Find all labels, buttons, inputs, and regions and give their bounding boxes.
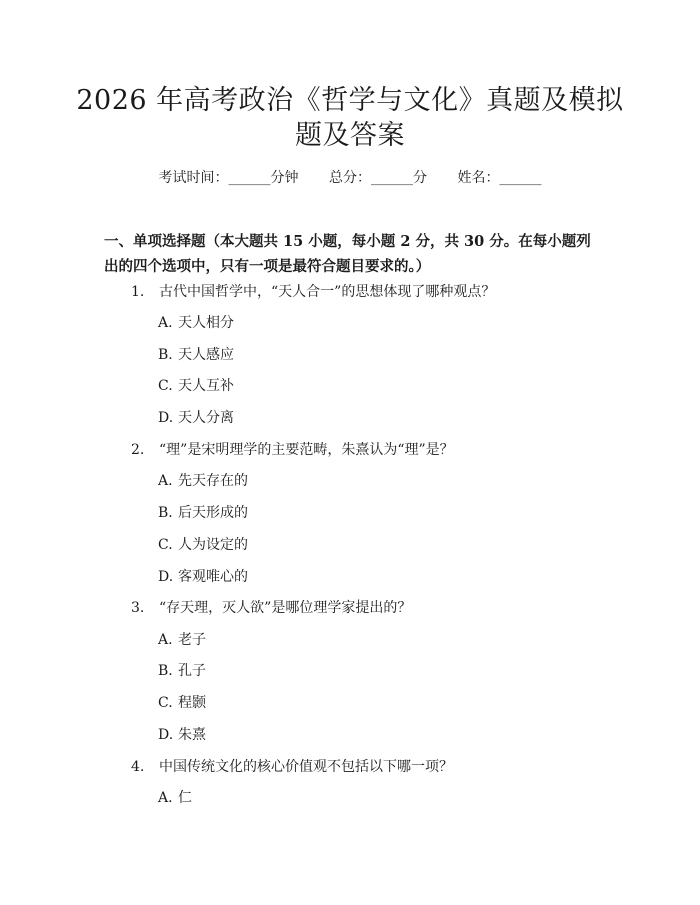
option-text: 天人互补 — [178, 378, 234, 394]
option-letter: C. — [158, 695, 173, 711]
option-text: 老子 — [178, 632, 206, 648]
question-text: 中国传统文化的核心价值观不包括以下哪一项？ — [159, 759, 453, 775]
question-number: 2. — [131, 442, 145, 458]
option-text: 先天存在的 — [178, 473, 248, 489]
option-2b — [158, 503, 248, 523]
option-1d — [158, 408, 234, 428]
option-letter: A. — [158, 473, 173, 489]
option-text: 程颢 — [178, 695, 206, 711]
option-letter: A. — [158, 315, 173, 331]
question-2 — [131, 440, 454, 460]
question-number: 4. — [131, 759, 145, 775]
option-letter: A. — [158, 790, 173, 806]
option-letter: D. — [158, 727, 174, 743]
option-text: 仁 — [178, 790, 192, 806]
option-letter: C. — [158, 378, 173, 394]
option-letter: B. — [158, 347, 173, 363]
option-2a — [158, 471, 248, 491]
option-letter: C. — [158, 537, 173, 553]
option-1a — [158, 313, 234, 333]
option-text: 朱熹 — [178, 727, 206, 743]
name-field: 姓名：______ — [457, 170, 542, 186]
option-letter: B. — [158, 505, 173, 521]
question-text: 古代中国哲学中，“天人合一”的思想体现了哪种观点？ — [159, 284, 496, 300]
option-text: 天人分离 — [178, 410, 234, 426]
option-letter: B. — [158, 663, 173, 679]
section-heading: 一、单项选择题（本大题共 15 小题，每小题 2 分，共 30 分。在每小题列出的四个选项中，只有一项是最符合题目要求的。） — [104, 233, 591, 275]
question-1 — [131, 282, 495, 302]
option-text: 天人感应 — [178, 347, 234, 363]
question-3 — [131, 598, 411, 618]
option-letter: A. — [158, 632, 173, 648]
option-3d — [158, 725, 206, 745]
option-1b — [158, 345, 234, 365]
option-text: 客观唯心的 — [178, 569, 248, 585]
page-title-line-1: 2026 年高考政治《哲学与文化》真题及模拟 — [76, 85, 624, 116]
option-letter: D. — [158, 410, 174, 426]
option-3c — [158, 693, 206, 713]
option-3b — [158, 661, 206, 681]
total-score-field: 总分：______分 — [329, 170, 427, 186]
page-title-line-2: 题及答案 — [295, 120, 405, 151]
option-text: 天人相分 — [178, 315, 234, 331]
option-4a — [158, 788, 192, 808]
option-text: 后天形成的 — [178, 505, 248, 521]
question-text: “存天理，灭人欲”是哪位理学家提出的？ — [159, 600, 412, 616]
question-number: 1. — [131, 284, 145, 300]
question-text: “理”是宋明理学的主要范畴，朱熹认为“理”是？ — [159, 442, 454, 458]
option-2c — [158, 535, 248, 555]
exam-time-field: 考试时间：______分钟 — [158, 170, 299, 186]
option-text: 孔子 — [178, 663, 206, 679]
option-3a — [158, 630, 206, 650]
option-2d — [158, 567, 248, 587]
option-letter: D. — [158, 569, 174, 585]
question-number: 3. — [131, 600, 145, 616]
exam-meta — [0, 168, 700, 188]
option-text: 人为设定的 — [178, 537, 248, 553]
option-1c — [158, 376, 234, 396]
question-4 — [131, 757, 453, 777]
